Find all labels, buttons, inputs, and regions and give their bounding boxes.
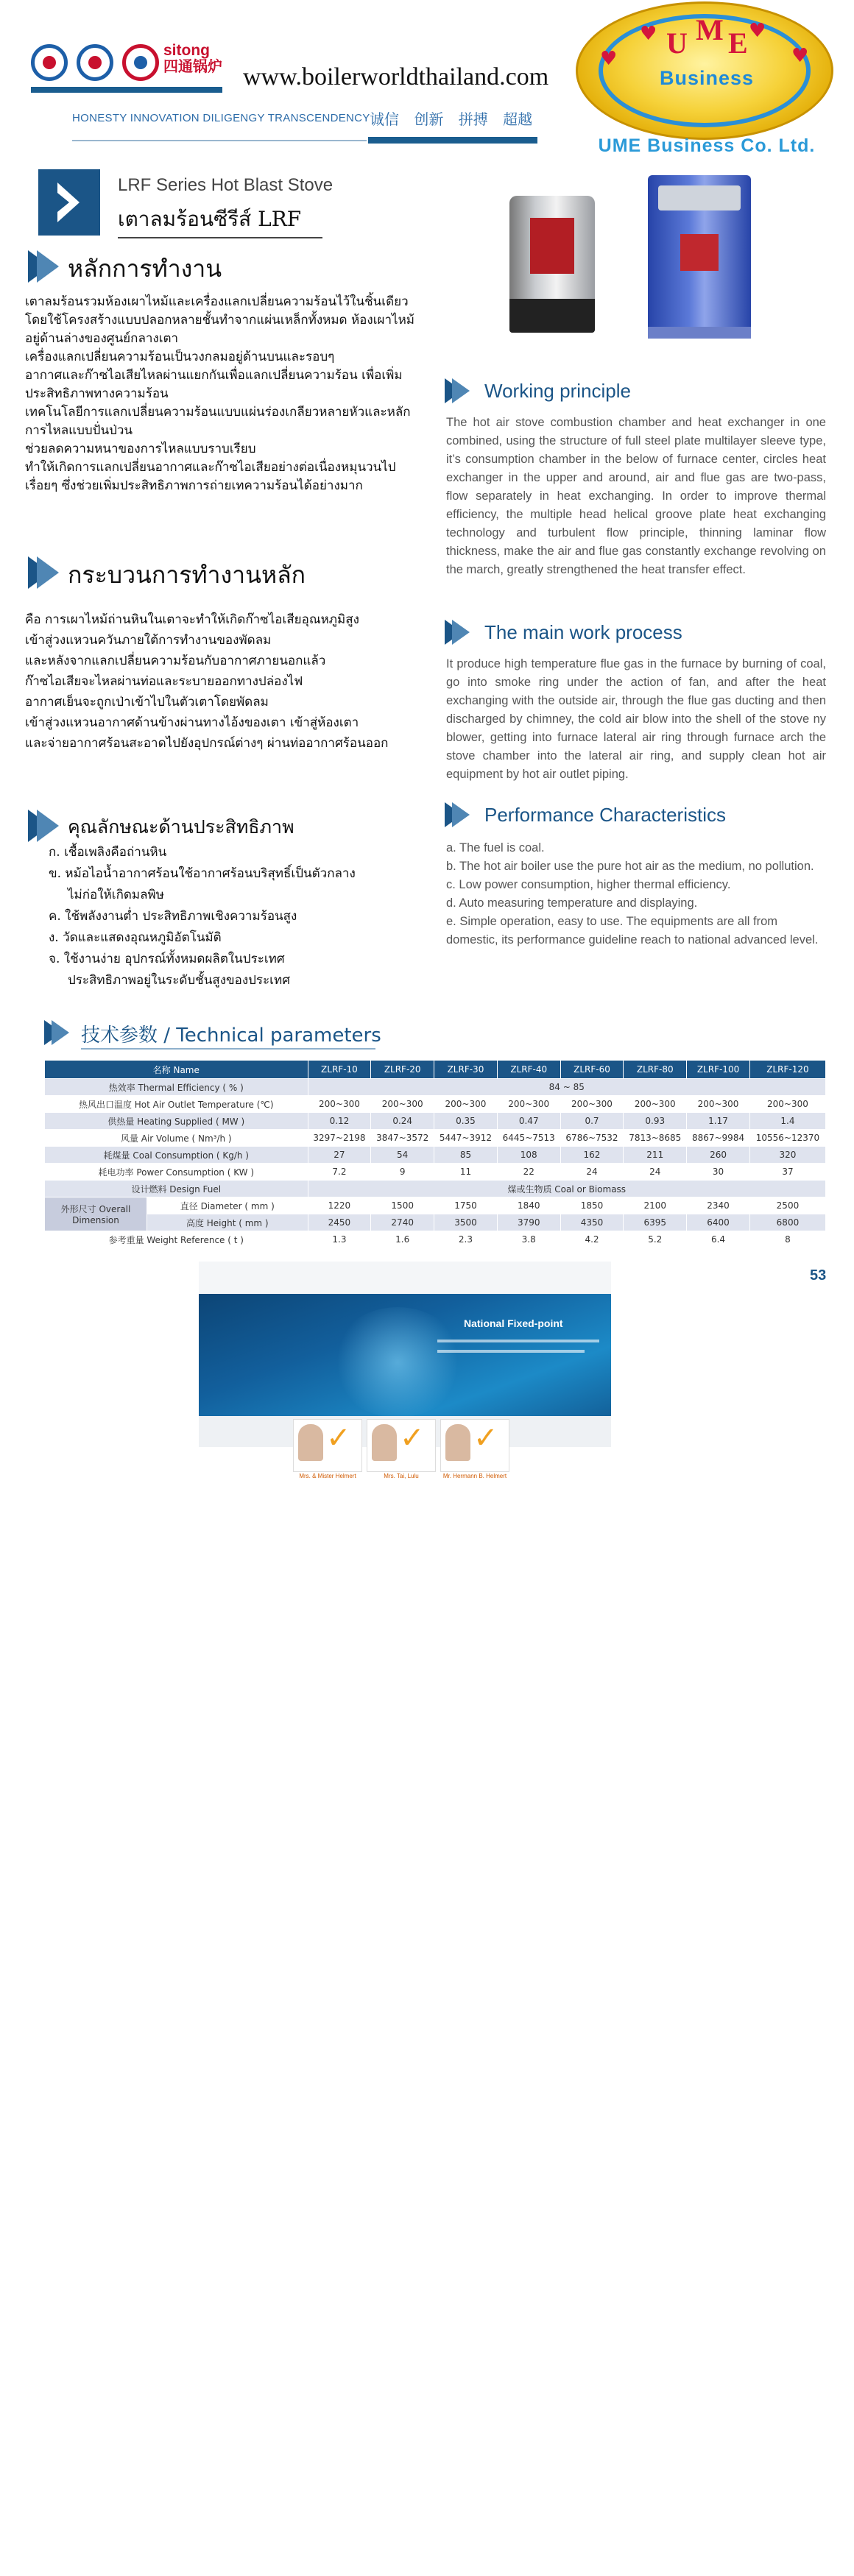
en-main-process-heading: The main work process (484, 621, 682, 643)
cell: 200~300 (308, 1096, 371, 1113)
cell: 1500 (371, 1197, 434, 1214)
cell: 24 (624, 1164, 687, 1181)
row-merged-value: 煤或生物质 Coal or Biomass (308, 1181, 825, 1197)
brand-name-cn: 四通锅炉 (163, 59, 222, 75)
table-row (45, 1197, 826, 1214)
heart-icon: ♥ (600, 48, 618, 70)
table-row (45, 1147, 826, 1164)
th-main-process-heading: กระบวนการทำงานหลัก (68, 561, 306, 589)
list-item: ง. วัดและแสดงอุณหภูมิอัตโนมัติ (49, 930, 222, 945)
cell: 27 (308, 1147, 371, 1164)
cell: 0.7 (560, 1113, 624, 1130)
logo-ring-1-icon (31, 44, 68, 81)
table-row (45, 1181, 826, 1197)
row-label: 热风出口温度 Hot Air Outlet Temperature (℃) (45, 1096, 308, 1113)
section-arrow-icon (52, 1020, 69, 1045)
person-name: Mr. Hermann B. Helmert (442, 1473, 507, 1479)
cell: 260 (687, 1147, 750, 1164)
list-item: ค. ใช้พลังงานต่ำ ประสิทธิภาพเชิงความร้อนสูง (49, 909, 297, 924)
sitong-logo-icon (122, 44, 159, 81)
cell: 85 (434, 1147, 498, 1164)
table-row (45, 1079, 826, 1096)
heart-icon: ♥ (791, 45, 809, 67)
section-arrow-icon (452, 378, 470, 403)
check-icon: ✓ (473, 1421, 498, 1455)
product-photo-blue-stove (648, 175, 751, 339)
cell: 0.24 (371, 1113, 434, 1130)
motto-en: HONESTY INNOVATION DILIGENGY TRANSCENDENCY (72, 112, 370, 124)
cell: 7.2 (308, 1164, 371, 1181)
list-item: b. The hot air boiler use the pure hot air as the medium, no pollution. (446, 860, 814, 873)
cell: 0.12 (308, 1113, 371, 1130)
tech-params-rule (81, 1048, 375, 1050)
row-label: 设计燃料 Design Fuel (45, 1181, 308, 1197)
cell: 320 (749, 1147, 825, 1164)
title-tile (38, 169, 100, 236)
tech-params-title: 技术参数 / Technical parameters (81, 1025, 381, 1047)
row-label: 耗煤量 Coal Consumption ( Kg/h ) (45, 1147, 308, 1164)
list-item: d. Auto measuring temperature and displaying. (446, 896, 698, 910)
cell: 24 (560, 1164, 624, 1181)
th-working-principle-text: เตาลมร้อนรวมห้องเผาไหม้และเครื่องแลกเปลี่ยนความร้อนไว้ในชิ้นเดียว โดยใช้โครงสร้างแบบปลอกหลายชั้นทำจากแผ่นเหล็กทั้งหมด ห้องเผาไหม้อยู่ด้านล่างของศูนย์กลางเตา เครื่องแลกเปลี่ยนความร้อนเป็นวงกลมอยู่ด้านบนและรอบๆ อากาศและก๊าซไอเสียไหลผ่านแยกกันเพื่อแลกเปลี่ยนความร้อน เพื่อเพิ่มประสิทธิภาพทางความร้อน เทคโนโลยีการแลกเปลี่ยนความร้อนแบบแผ่นร่องเกลียวหลายหัวและหลักการไหลแบบปั่นป่วน ช่วยลดความหนาของการไหลแบบราบเรียบ ทำให้เกิดการแลกเปลี่ยนอากาศและก๊าซไอเสียอย่างต่อเนื่องหมุนวนไปเรื่อยๆ ซึ่งช่วยเพิ่มประสิทธิภาพการถ่ายเทความร้อนได้อย่างมาก (25, 294, 414, 493)
cell: 0.35 (434, 1113, 498, 1130)
th-main-process-text: คือ การเผาไหม้ถ่านหินในเตาจะทำให้เกิดก๊าซไอเสียอุณหภูมิสูง เข้าสู่วงแหวนควันภายใต้การทำงานของพัดลม และหลังจากแลกเปลี่ยนความร้อนกับอากาศภายนอกแล้ว ก๊าซไอเสียจะไหลผ่านท่อและระบายออกทางปล่องไฟ อากาศเย็นจะถูกเป่าเข้าไปในตัวเตาโดยพัดลม เข้าสู่วงแหวนอากาศด้านข้างผ่านทางไอ้งของเตา เข้าสู่ห้องเตา และจ่ายอากาศร้อนสะอาดไปยังอุปกรณ์ต่างๆ ผ่านท่ออากาศร้อนออก (25, 612, 389, 751)
cell: 1850 (560, 1197, 624, 1214)
section-arrow-icon (37, 810, 59, 842)
ume-emblem (576, 1, 833, 140)
table-row (45, 1130, 826, 1147)
chevron-right-icon (38, 169, 100, 236)
list-item: จ. ใช้งานง่าย อุปกรณ์ทั้งหมดผลิตในประเทศ (49, 952, 285, 966)
cell: 200~300 (560, 1096, 624, 1113)
en-working-principle-text: The hot air stove combustion chamber and heat exchanger in one combined, using the structure of full steel plate multilayer sleeve type, it’s consumption chamber in the below of furnace center, circles heat exchanger in the upper and around, air and flue gas are two-pass, flow separately in heat exchanging. In order to improve thermal efficiency, the multiple head helical groove plate heat exchanging technology and turbulent flow principle, thinning laminar flow thickness, make the air and flue gas constantly exchange revolving on the march, greatly strengthened the heat transfer effect. (446, 416, 826, 576)
people-strip (293, 1419, 536, 1479)
table-header-model: ZLRF-120 (749, 1061, 825, 1079)
cell: 8 (749, 1231, 825, 1248)
cell: 3500 (434, 1214, 498, 1231)
check-icon: ✓ (400, 1421, 425, 1455)
table-row (45, 1214, 826, 1231)
header-bar (368, 137, 537, 144)
table-header-row (45, 1061, 826, 1079)
cell: 3.8 (497, 1231, 560, 1248)
table-header-model: ZLRF-80 (624, 1061, 687, 1079)
person-card (293, 1419, 362, 1479)
site-url[interactable]: www.boilerworldthailand.com (243, 63, 549, 91)
cell: 1840 (497, 1197, 560, 1214)
row-label: 供热量 Heating Supplied ( MW ) (45, 1113, 308, 1130)
tech-params-table (44, 1060, 826, 1248)
person-name: Mrs. Tai, Lulu (384, 1473, 419, 1479)
cell: 0.93 (624, 1113, 687, 1130)
header-line (72, 140, 367, 141)
cell: 11 (434, 1164, 498, 1181)
list-item: ประสิทธิภาพอยู่ในระดับชั้นสูงของประเทศ (68, 973, 290, 988)
page-number: 53 (810, 1267, 827, 1284)
cell: 4350 (560, 1214, 624, 1231)
table-header-model: ZLRF-40 (497, 1061, 560, 1079)
cell: 211 (624, 1147, 687, 1164)
cell: 6395 (624, 1214, 687, 1231)
en-performance-heading: Performance Characteristics (484, 804, 726, 826)
th-working-principle-heading: หลักการทำงาน (68, 255, 222, 283)
cell: 162 (560, 1147, 624, 1164)
th-performance-list (49, 842, 431, 991)
table-row (45, 1231, 826, 1248)
table-row (45, 1164, 826, 1181)
cell: 200~300 (434, 1096, 498, 1113)
cell: 2740 (371, 1214, 434, 1231)
table-header-model: ZLRF-30 (434, 1061, 498, 1079)
list-item: a. The fuel is coal. (446, 841, 545, 854)
globe-graphic (331, 1307, 464, 1418)
logo-ring-2-icon (77, 44, 113, 81)
cell: 3297~2198 (308, 1130, 371, 1147)
cell: 200~300 (371, 1096, 434, 1113)
cell: 2.3 (434, 1231, 498, 1248)
section-arrow-icon (452, 620, 470, 645)
section-arrow-icon (452, 802, 470, 827)
row-label: 直径 Diameter ( mm ) (147, 1197, 308, 1214)
list-item: ข. หม้อไอน้ำอากาศร้อนใช้อากาศร้อนบริสุทธิ์เป็นตัวกลาง (49, 866, 356, 881)
table-header-model: ZLRF-100 (687, 1061, 750, 1079)
brochure-headline: National Fixed-point (464, 1317, 563, 1329)
cell: 2450 (308, 1214, 371, 1231)
row-label: 热效率 Thermal Efficiency ( % ) (45, 1079, 308, 1096)
heart-icon: ♥ (749, 20, 766, 42)
cell: 1.17 (687, 1113, 750, 1130)
cell: 10556~12370 (749, 1130, 825, 1147)
cell: 3790 (497, 1214, 560, 1231)
emblem-letter-e: E (728, 26, 748, 60)
table-header-model: ZLRF-20 (371, 1061, 434, 1079)
row-label: 高度 Height ( mm ) (147, 1214, 308, 1231)
en-performance-list (446, 839, 826, 949)
cell: 1750 (434, 1197, 498, 1214)
cell: 2340 (687, 1197, 750, 1214)
cell: 5.2 (624, 1231, 687, 1248)
person-card (367, 1419, 436, 1479)
title-rule (118, 237, 322, 238)
emblem-word: Business (659, 67, 755, 89)
th-performance-heading: คุณลักษณะด้านประสิทธิภาพ (68, 816, 294, 838)
en-working-principle-heading: Working principle (484, 380, 631, 402)
list-item: c. Low power consumption, higher thermal efficiency. (446, 878, 731, 891)
cell: 9 (371, 1164, 434, 1181)
section-arrow-icon (37, 556, 59, 589)
title-en: LRF Series Hot Blast Stove (118, 175, 334, 195)
cell: 7813~8685 (624, 1130, 687, 1147)
check-icon: ✓ (326, 1421, 351, 1455)
title-th: เตาลมร้อนซีรีส์ LRF (118, 207, 302, 231)
row-label: 参考重量 Weight Reference ( t ) (45, 1231, 308, 1248)
cell: 30 (687, 1164, 750, 1181)
cell: 200~300 (624, 1096, 687, 1113)
cell: 1.4 (749, 1113, 825, 1130)
cell: 0.47 (497, 1113, 560, 1130)
cell: 1.6 (371, 1231, 434, 1248)
cell: 200~300 (497, 1096, 560, 1113)
cell: 200~300 (749, 1096, 825, 1113)
row-label: 耗电功率 Power Consumption ( KW ) (45, 1164, 308, 1181)
cell: 1220 (308, 1197, 371, 1214)
cell: 1.3 (308, 1231, 371, 1248)
list-item: e. Simple operation, easy to use. The equipments are all from domestic, its performance guideline reach to national advanced level. (446, 915, 819, 946)
table-row (45, 1096, 826, 1113)
cell: 200~300 (687, 1096, 750, 1113)
cell: 37 (749, 1164, 825, 1181)
cell: 6445~7513 (497, 1130, 560, 1147)
cell: 2500 (749, 1197, 825, 1214)
table-header-name: 名称 Name (45, 1061, 308, 1079)
motto-cn: 诚信 创新 拼搏 超越 (370, 110, 533, 128)
cell: 6800 (749, 1214, 825, 1231)
row-label: 风量 Air Volume ( Nm³/h ) (45, 1130, 308, 1147)
cell: 5447~3912 (434, 1130, 498, 1147)
person-card (440, 1419, 509, 1479)
list-item: ก. เชื้อเพลิงคือถ่านหิน (49, 845, 167, 860)
cell: 6400 (687, 1214, 750, 1231)
table-header-model: ZLRF-60 (560, 1061, 624, 1079)
table-header-model: ZLRF-10 (308, 1061, 371, 1079)
cell: 4.2 (560, 1231, 624, 1248)
cell: 2100 (624, 1197, 687, 1214)
en-main-process-text: It produce high temperature flue gas in the furnace by burning of coal, go into smoke ring under the action of fan, and after the heat exchanging with the outside air, through the flue gas ducting and then discharged by chimney, the cold air blow into the shell of the stove ny blower, getting into furnace lateral air ring through furnace arch the stove chamber into the lateral air ring, and supply clean hot air equipment by hot air outlet piping. (446, 657, 826, 781)
list-item: ไม่ก่อให้เกิดมลพิษ (68, 888, 164, 902)
product-photo-black-stove (509, 196, 595, 333)
emblem-letter-m: M (696, 13, 724, 46)
company-name: UME Business Co. Ltd. (598, 135, 816, 156)
section-arrow-icon (37, 250, 59, 283)
cell: 6.4 (687, 1231, 750, 1248)
cell: 108 (497, 1147, 560, 1164)
heart-icon: ♥ (640, 23, 657, 45)
partner-logos (31, 43, 222, 90)
emblem-letter-u: U (666, 26, 688, 60)
cell: 6786~7532 (560, 1130, 624, 1147)
cell: 8867~9984 (687, 1130, 750, 1147)
cell: 22 (497, 1164, 560, 1181)
cell: 3847~3572 (371, 1130, 434, 1147)
cell: 54 (371, 1147, 434, 1164)
person-name: Mrs. & Mister Helmert (299, 1473, 356, 1479)
header-rule (31, 87, 222, 93)
sitong-brand (163, 43, 222, 75)
row-merged-value: 84 ~ 85 (308, 1079, 825, 1096)
table-row (45, 1113, 826, 1130)
dimension-group-label: 外形尺寸 Overall Dimension (45, 1197, 147, 1231)
brand-name: sitong (163, 42, 210, 59)
